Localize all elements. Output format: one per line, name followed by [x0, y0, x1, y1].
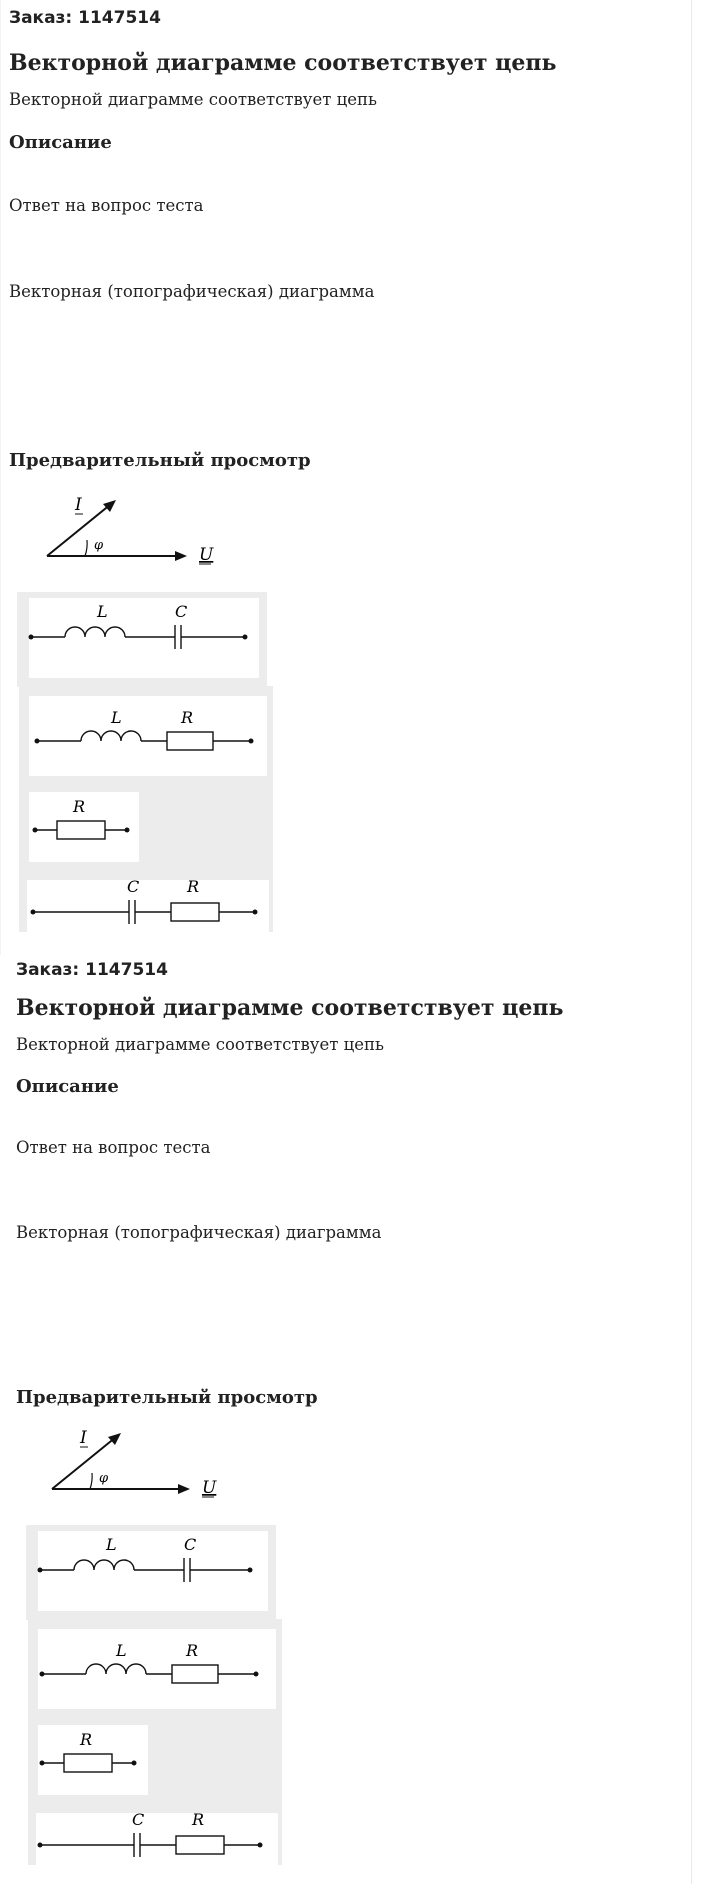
circuit-lr-label-l: L [111, 708, 122, 727]
circuit-lc-label-l: L [106, 1535, 117, 1554]
preview-heading: Предварительный просмотр [16, 1387, 318, 1408]
product-panel-2 [0, 955, 692, 1884]
current-label: I [80, 1428, 87, 1448]
preview-image [15, 492, 275, 932]
answer-text: Ответ на вопрос теста [9, 196, 204, 215]
circuit-cr-label-c: C [132, 1810, 145, 1829]
circuit-lc-label-c: C [184, 1535, 197, 1554]
circuit-r-label-r: R [80, 1730, 93, 1749]
circuit-lr-label-l: L [116, 1641, 127, 1660]
circuit-r-label-r: R [73, 797, 86, 816]
page-title: Векторной диаграмме соответствует цепь [9, 50, 557, 76]
page-title: Векторной диаграмме соответствует цепь [16, 995, 564, 1021]
vector-diagram [52, 1428, 217, 1498]
page-subtitle: Векторной диаграмме соответствует цепь [9, 90, 377, 109]
circuit-cr-label-r: R [187, 877, 200, 896]
answer-text: Ответ на вопрос теста [16, 1138, 211, 1157]
circuit-lr-label-r: R [186, 1641, 199, 1660]
angle-label: φ [99, 1471, 109, 1486]
circuit-cr-label-r: R [192, 1810, 205, 1829]
description-heading: Описание [9, 132, 112, 153]
preview-image [24, 1425, 284, 1865]
vector-diagram [47, 495, 214, 565]
diagram-text: Векторная (топографическая) диаграмма [9, 282, 375, 301]
circuit-lc-label-c: C [175, 602, 188, 621]
diagram-text: Векторная (топографическая) диаграмма [16, 1223, 382, 1242]
page-subtitle: Векторной диаграмме соответствует цепь [16, 1035, 384, 1054]
preview-heading: Предварительный просмотр [9, 450, 311, 471]
current-label: I [75, 495, 82, 515]
voltage-label: U [199, 545, 214, 565]
circuit-lc-label-l: L [97, 602, 108, 621]
angle-label: φ [94, 538, 104, 553]
description-heading: Описание [16, 1076, 119, 1097]
order-number: Заказ: 1147514 [16, 960, 168, 980]
circuit-lr-label-r: R [181, 708, 194, 727]
order-number: Заказ: 1147514 [9, 8, 161, 28]
voltage-label: U [202, 1478, 217, 1498]
circuit-cr-label-c: C [127, 877, 140, 896]
